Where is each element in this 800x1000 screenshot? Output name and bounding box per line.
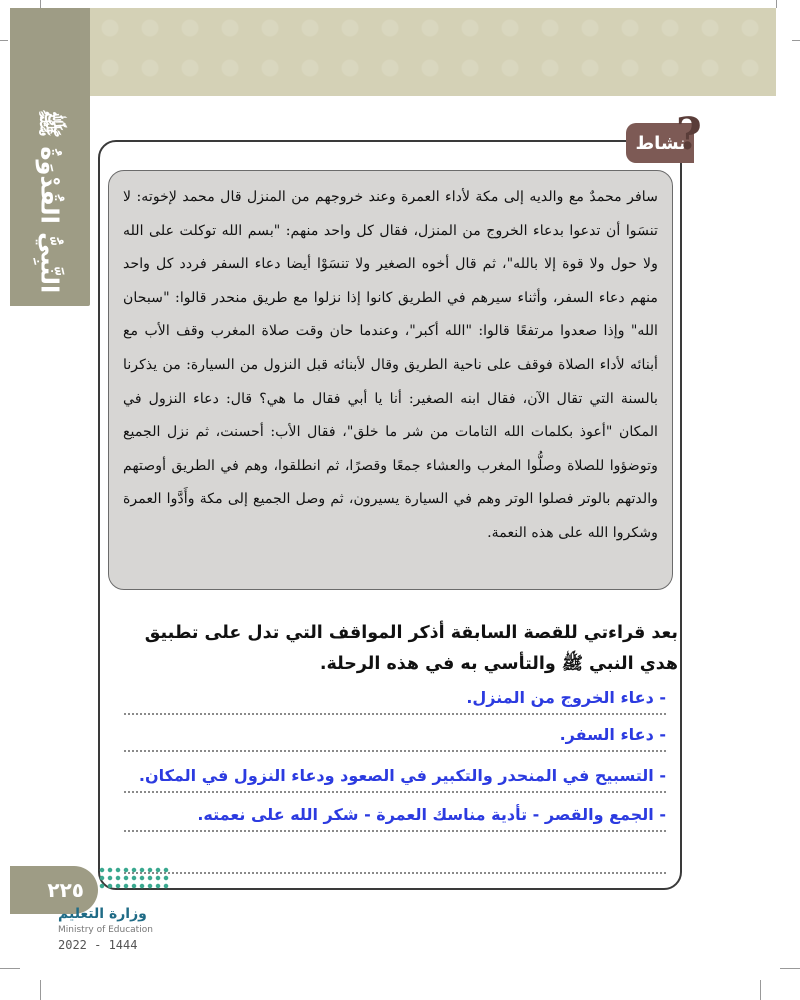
crop-mark: [40, 980, 41, 1000]
page-number: ٢٢٥: [47, 878, 84, 902]
story-text: سافر محمدٌ مع والديه إلى مكة لأداء العمرة وعند خروجهم من المنزل قال محمد لإخوته: لا تنسَوا أن تدعوا بدعاء الخروج من المنزل، فقال كل واحد منهم: "بسم الله توكلت على الله ولا حول ولا قوة إلا بالله"، ثم قال أخوه الصغير ولا تنسَوْا أيضا دعاء السفر فردد كل واحد منهم دعاء السفر، وأثناء سيرهم في الطريق كانوا إذا نزلوا مع طريق منحدر قالوا: "سبحان الله" وإذا صعدوا مرتفعًا قالوا: "الله أكبر"، وعندما حان وقت صلاة المغرب وقف الأب مع أبنائه لأداء الصلاة فوقف على ناحية الطريق وقال لأبنائه قبل النزول من السيارة: من يذكرنا بالسنة التي تقال الآن، فقال ابنه الصغير: أنا يا أبي فقال ما هي؟ قال: دعاء النزول في المكان "أعوذ بكلمات الله التامات من شر ما خلق"، فقال الأب: أحسنت، ثم نزل الجميع وتوضؤوا للصلاة وصلُّوا المغرب والعشاء جمعًا وقصرًا، ثم انطلقوا، وهم في الطريق أوصتهم والدتهم بالوتر فصلوا الوتر وهم في السيارة يسيرون، ثم وصل الجميع إلى مكة وأَدَّوا العمرة وشكروا الله على هذه النعمة.: [123, 189, 658, 541]
activity-label: نشاط: [635, 132, 686, 154]
edition-year: 2022 - 1444: [58, 938, 138, 952]
answer-text-3: - التسبيح في المنحدر والتكبير في الصعود ودعاء النزول في المكان.: [138, 766, 666, 785]
unit-title-text: النَّبِيُّ القُدْوَةُ ﷺ: [35, 108, 64, 294]
ministry-name-en: Ministry of Education: [58, 925, 153, 935]
answer-line-5[interactable]: [124, 842, 666, 874]
unit-title: [12, 96, 88, 306]
crop-mark: [792, 40, 800, 41]
answer-line-1[interactable]: [124, 683, 666, 715]
question-mark-icon: ?: [676, 109, 702, 160]
answer-text-2: - دعاء السفر.: [559, 725, 666, 744]
ministry-logo-icon: [98, 866, 170, 890]
crop-mark: [760, 980, 761, 1000]
crop-mark: [40, 0, 41, 8]
crop-mark: [0, 40, 8, 41]
crop-mark: [776, 0, 777, 8]
crop-mark: [0, 968, 20, 969]
answer-text-4: - الجمع والقصر - تأدية مناسك العمرة - شكر الله على نعمته.: [197, 805, 666, 824]
answer-line-3[interactable]: [124, 761, 666, 793]
answer-text-1: - دعاء الخروج من المنزل.: [466, 688, 666, 707]
ministry-name-ar: وزارة التعليم: [58, 906, 147, 922]
question-prompt: بعد قراءتي للقصة السابقة أذكر المواقف التي تدل على تطبيق هدي النبي ﷺ والتأسي به في هذه الرحلة.: [144, 623, 678, 674]
answer-line-4[interactable]: [124, 800, 666, 832]
header-band: [10, 8, 776, 96]
answer-line-2[interactable]: [124, 720, 666, 752]
story-box: [108, 170, 673, 590]
crop-mark: [780, 968, 800, 969]
